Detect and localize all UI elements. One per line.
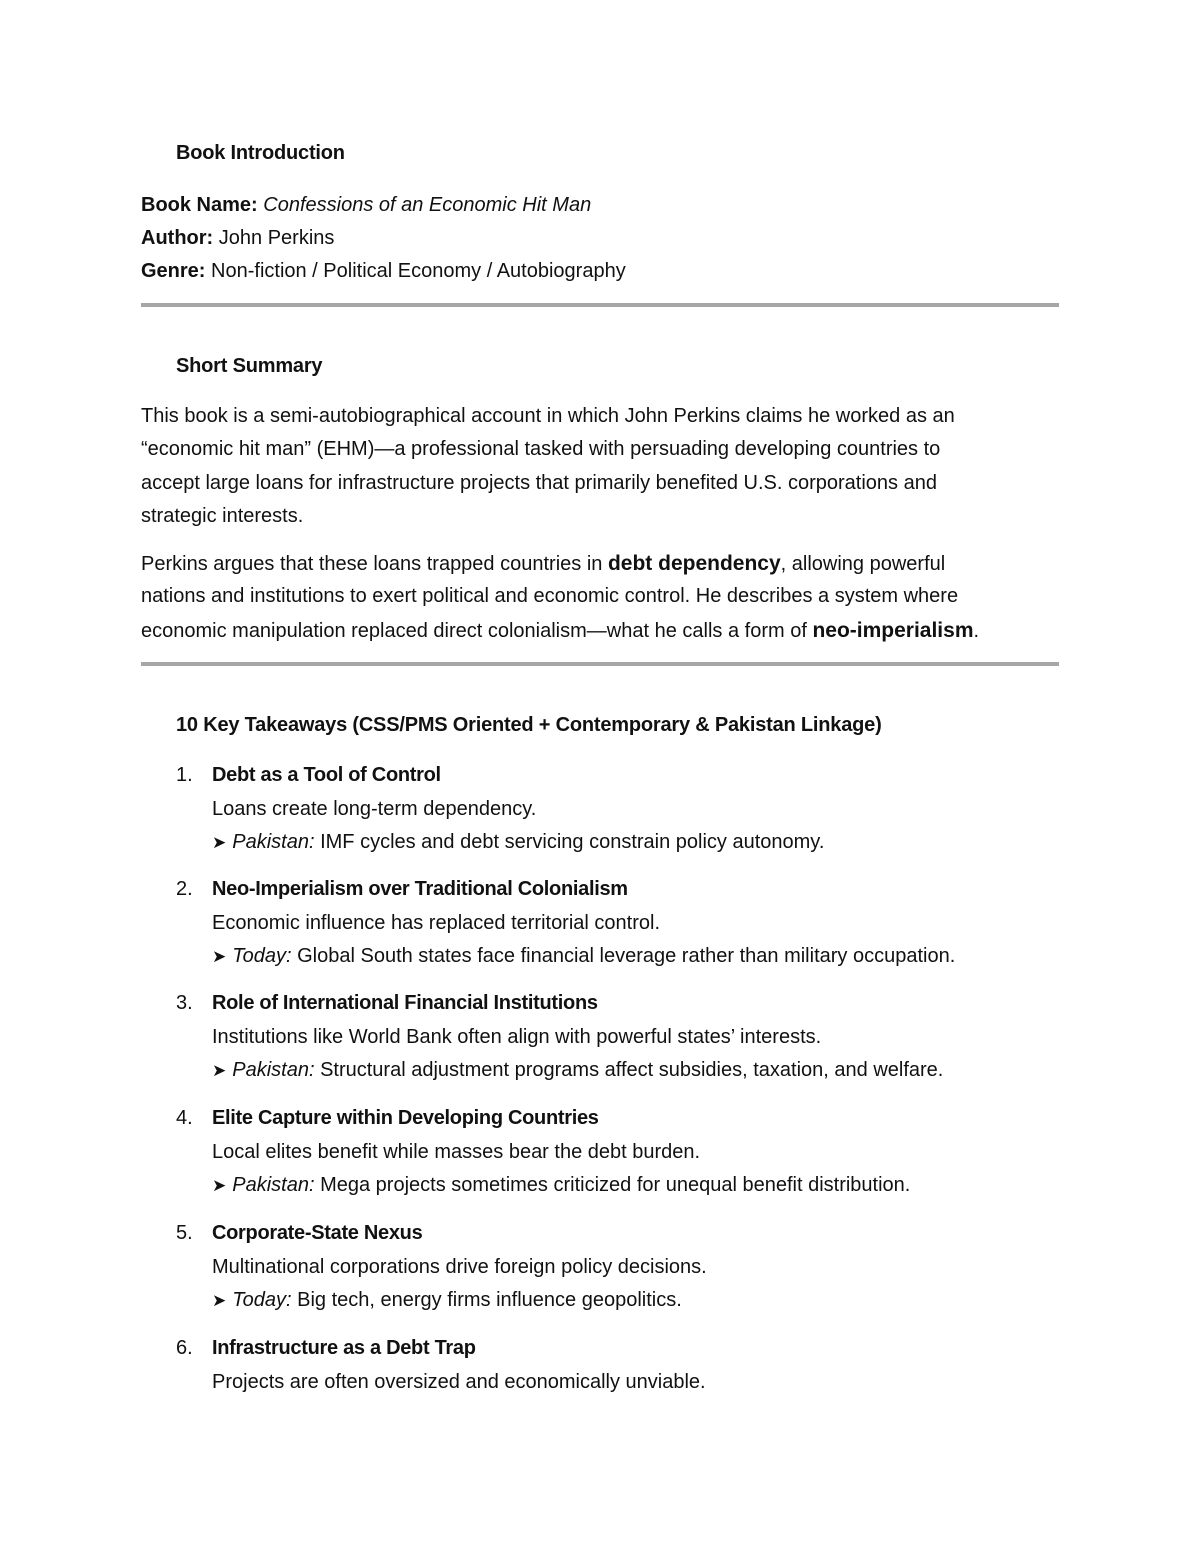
item-title: Debt as a Tool of Control — [212, 764, 441, 786]
emphasis-neo-imperialism: neo-imperialism — [812, 618, 974, 642]
author-label: Author: — [141, 227, 214, 249]
takeaway-item — [176, 873, 1076, 974]
summary-text: , allowing powerful — [780, 553, 946, 575]
summary-p2-line: nations and institutions to exert political and economic control. He describes a system where — [141, 585, 959, 608]
item-note — [212, 1169, 1076, 1203]
arrow-icon: ➤ — [212, 947, 227, 966]
item-note — [212, 940, 1076, 974]
takeaways-heading: 10 Key Takeaways (CSS/PMS Oriented + Contemporary & Pakistan Linkage) — [176, 714, 882, 736]
summary-p1-line: strategic interests. — [141, 504, 304, 527]
summary-heading: Short Summary — [176, 355, 323, 377]
item-number: 3. — [176, 992, 193, 1014]
emphasis-debt-dependency: debt dependency — [607, 552, 781, 575]
item-title: Neo-Imperialism over Traditional Colonialism — [212, 878, 628, 900]
item-description: Institutions like World Bank often align with powerful states’ interests. — [212, 1025, 822, 1048]
item-description: Multinational corporations drive foreign policy decisions. — [212, 1255, 707, 1278]
book-name-label: Book Name: — [141, 194, 258, 216]
item-number: 4. — [176, 1107, 193, 1129]
genre-row — [141, 255, 626, 288]
takeaway-item — [176, 987, 1076, 1088]
item-description: Projects are often oversized and economically unviable. — [212, 1370, 706, 1393]
note-label: Pakistan: — [232, 1174, 315, 1196]
arrow-icon: ➤ — [212, 1291, 227, 1310]
arrow-icon: ➤ — [212, 1061, 227, 1080]
arrow-icon: ➤ — [212, 1176, 227, 1195]
takeaway-item — [176, 1217, 1076, 1318]
summary-text: economic manipulation replaced direct colonialism—what he calls a form of — [141, 619, 813, 642]
book-name-value: Confessions of an Economic Hit Man — [263, 194, 592, 216]
item-title: Corporate-State Nexus — [212, 1222, 423, 1244]
note-label: Pakistan: — [232, 1059, 315, 1081]
item-title: Elite Capture within Developing Countries — [212, 1107, 599, 1129]
takeaway-item — [176, 759, 1076, 860]
book-name-row — [141, 189, 626, 222]
divider-2 — [141, 662, 1059, 666]
item-number: 1. — [176, 764, 193, 786]
note-label: Today: — [232, 945, 292, 967]
book-meta — [141, 189, 626, 288]
note-text: Mega projects sometimes criticized for unequal benefit distribution. — [314, 1174, 911, 1196]
note-text: Global South states face financial leverage rather than military occupation. — [291, 945, 956, 967]
note-text: IMF cycles and debt servicing constrain policy autonomy. — [314, 831, 825, 853]
summary-p1-line: “economic hit man” (EHM)—a professional tasked with persuading developing countries to — [141, 438, 941, 461]
genre-value: Non-fiction / Political Economy / Autobiography — [211, 260, 626, 282]
genre-label: Genre: — [141, 260, 206, 282]
summary-text: . — [973, 619, 980, 642]
note-text: Structural adjustment programs affect subsidies, taxation, and welfare. — [314, 1059, 944, 1081]
item-title: Infrastructure as a Debt Trap — [212, 1337, 476, 1359]
summary-paragraph-1 — [141, 400, 1071, 533]
author-row — [141, 222, 626, 255]
summary-p1-line: This book is a semi-autobiographical account in which John Perkins claims he worked as an — [141, 405, 955, 427]
item-description: Local elites benefit while masses bear the debt burden. — [212, 1140, 701, 1163]
takeaway-item — [176, 1332, 1076, 1399]
item-number: 6. — [176, 1337, 193, 1359]
intro-heading: Book Introduction — [176, 142, 345, 164]
summary-p2-line — [141, 614, 1071, 647]
takeaway-item — [176, 1102, 1076, 1203]
summary-paragraph-2 — [141, 547, 1071, 647]
note-label: Pakistan: — [232, 831, 315, 853]
arrow-icon: ➤ — [212, 833, 227, 852]
item-description: Loans create long-term dependency. — [212, 797, 537, 820]
item-note — [212, 1054, 1076, 1088]
summary-p2-line — [141, 547, 1071, 580]
note-text: Big tech, energy firms influence geopolitics. — [291, 1289, 682, 1311]
summary-text: Perkins argues that these loans trapped countries in — [141, 553, 608, 575]
item-note — [212, 826, 1076, 860]
item-description: Economic influence has replaced territorial control. — [212, 911, 660, 934]
note-label: Today: — [232, 1289, 292, 1311]
author-value: John Perkins — [218, 227, 335, 249]
divider-1 — [141, 303, 1059, 307]
item-number: 2. — [176, 878, 193, 900]
item-title: Role of International Financial Institutions — [212, 992, 598, 1014]
summary-p1-line: accept large loans for infrastructure projects that primarily benefited U.S. corporations and — [141, 471, 937, 494]
item-number: 5. — [176, 1222, 193, 1244]
item-note — [212, 1284, 1076, 1318]
